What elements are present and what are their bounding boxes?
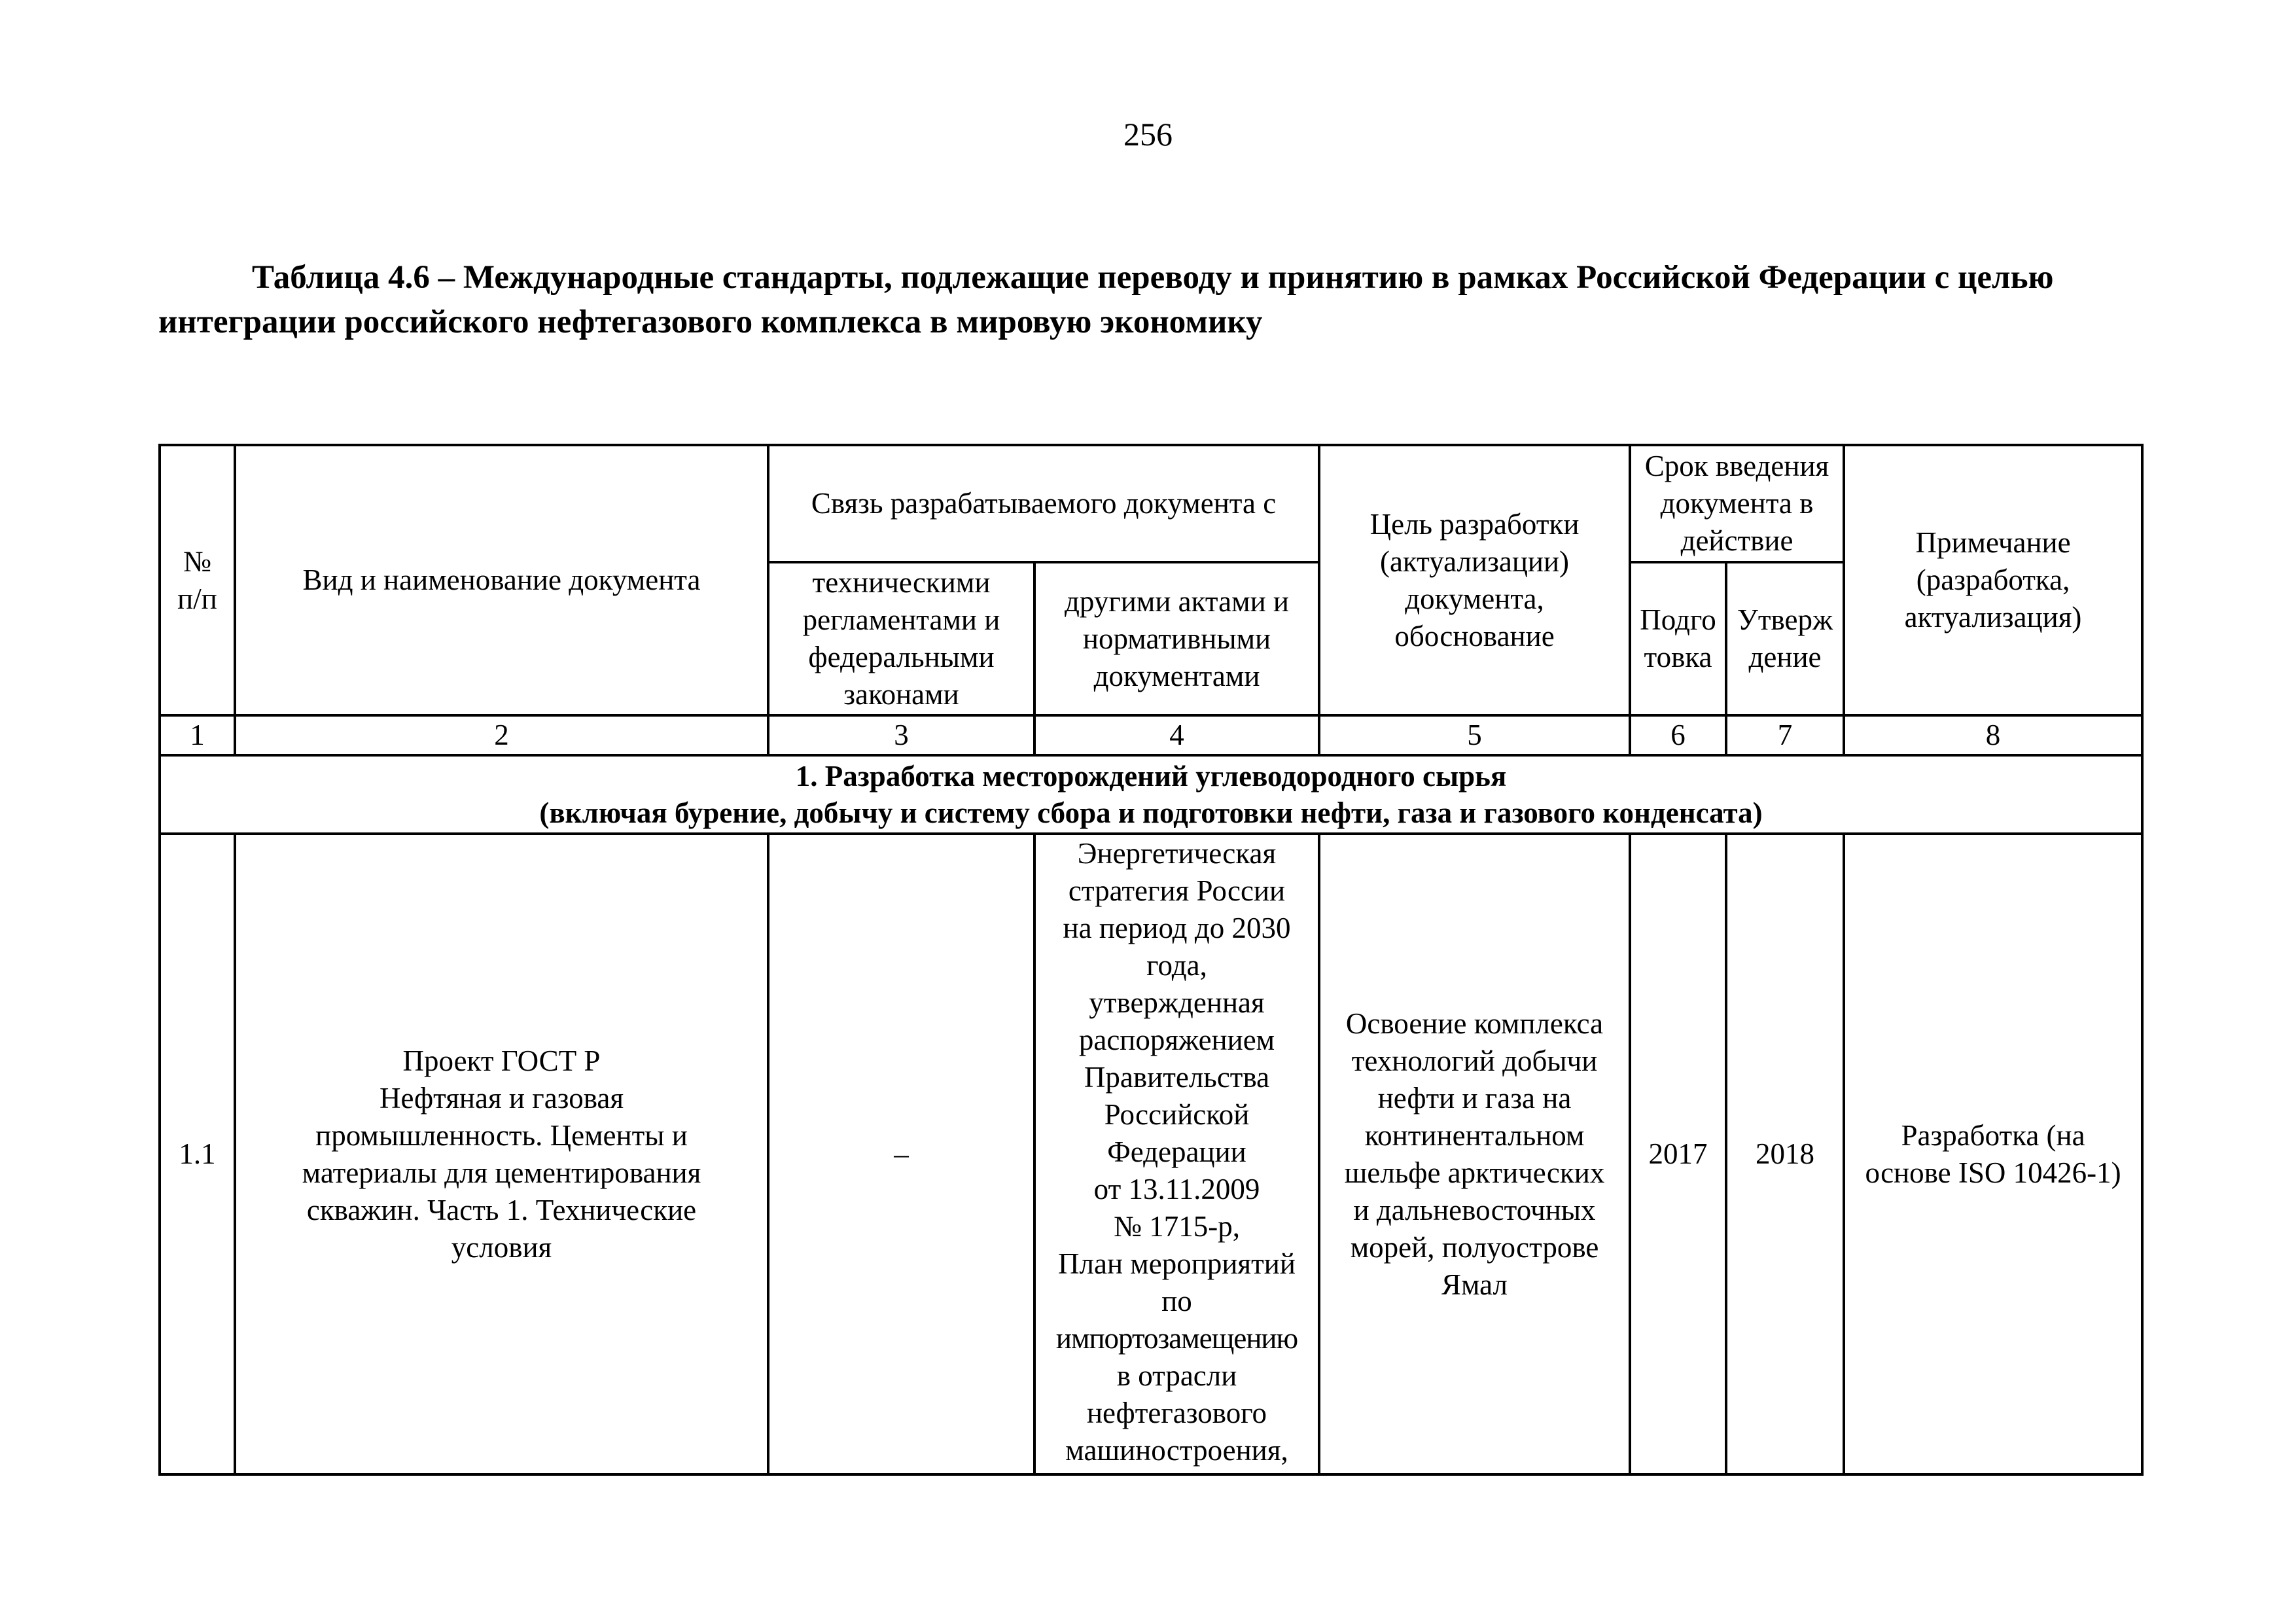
section-title: 1. Разработка месторождений углеводородного сырья [795, 760, 1507, 793]
row-link-tech: – [768, 834, 1034, 1474]
row-goal-line: шельфе арктических [1344, 1156, 1605, 1189]
header-term-prep-line: товка [1644, 641, 1712, 673]
header-link-other [1034, 562, 1319, 715]
row-link-other-line: машиностроения, [1065, 1434, 1288, 1467]
header-goal-line: документа, [1405, 582, 1544, 615]
header-term-prep [1630, 562, 1726, 715]
header-link-other-line: документами [1093, 659, 1260, 692]
row-link-other-line: стратегия России [1068, 874, 1286, 907]
row-goal-line: морей, полуострове [1350, 1230, 1599, 1264]
row-link-other-line: Энергетическая [1077, 837, 1277, 870]
header-term-line: документа в [1660, 487, 1814, 520]
row-goal-line: Ямал [1441, 1268, 1508, 1301]
header-link-tech-line: техническими [812, 566, 991, 599]
row-doc-name-line: Проект ГОСТ Р [402, 1044, 601, 1077]
row-link-other-line: года, [1146, 949, 1207, 982]
column-number: 1 [160, 715, 235, 755]
row-note-line: Разработка (на [1901, 1118, 2085, 1152]
column-number: 7 [1726, 715, 1844, 755]
row-link-other-text [1036, 835, 1318, 1473]
standards-table [158, 444, 2144, 1476]
row-goal-line: технологий добычи [1351, 1044, 1598, 1077]
header-term-approve-line: Утверж [1737, 603, 1833, 636]
row-link-other-line: Правительства [1084, 1061, 1270, 1094]
table-title: Таблица 4.6 – Международные стандарты, подлежащие переводу и принятию в рамках Российской Федерации с целью интеграции российского нефтегазового комплекса в мировую экономику [158, 259, 2054, 340]
row-link-other-line: № 1715-р, [1114, 1210, 1240, 1243]
row-goal-line: континентальном [1364, 1118, 1585, 1152]
row-note [1844, 834, 2142, 1474]
column-number: 8 [1844, 715, 2142, 755]
row-doc-name-line: промышленность. Цементы и [315, 1118, 688, 1152]
row-link-other-line: распоряжением [1078, 1024, 1275, 1056]
header-link-tech-line: регламентами и [802, 603, 1000, 636]
row-link-other-line: нефтегазового [1086, 1397, 1267, 1429]
row-link-other-line: от 13.11.2009 [1093, 1173, 1260, 1205]
column-number: 3 [768, 715, 1034, 755]
header-link-tech-line: законами [843, 678, 959, 711]
row-note-line: основе ISO 10426-1) [1865, 1156, 2121, 1189]
header-goal-line: Цель разработки [1369, 507, 1580, 541]
column-number-row [160, 715, 2142, 755]
column-number: 5 [1319, 715, 1630, 755]
row-link-other-line: утвержденная [1089, 986, 1265, 1019]
row-link-other-line: импортозамещению [1055, 1322, 1298, 1355]
column-number: 4 [1034, 715, 1319, 755]
row-doc-name-line: материалы для цементирования [302, 1156, 701, 1189]
page-number: 256 [1123, 116, 1173, 152]
header-link-other-line: нормативными [1082, 622, 1271, 655]
column-number: 6 [1630, 715, 1726, 755]
row-link-other-line: в отрасли [1116, 1359, 1237, 1392]
header-link-tech [768, 562, 1034, 715]
row-num: 1.1 [160, 834, 235, 1474]
row-goal-line: и дальневосточных [1353, 1193, 1596, 1226]
header-row-top [160, 445, 2142, 562]
header-goal-line: обоснование [1394, 619, 1555, 652]
row-doc-name-line: условия [451, 1230, 552, 1264]
row-prep-year: 2017 [1630, 834, 1726, 1474]
header-term-line: действие [1680, 524, 1793, 557]
row-link-other-line: План мероприятий [1058, 1247, 1296, 1280]
header-term-prep-line: Подго [1640, 603, 1716, 636]
table-row [160, 834, 2142, 1474]
header-link-group: Связь разрабатываемого документа с [768, 445, 1319, 562]
section-heading [160, 755, 2142, 834]
row-approve-year: 2018 [1726, 834, 1844, 1474]
section-subtitle: (включая бурение, добычу и систему сбора и подготовки нефти, газа и газового конденсата) [539, 796, 1763, 829]
row-goal-line: Освоение комплекса [1345, 1007, 1604, 1040]
row-link-other-line: Российской [1104, 1098, 1250, 1131]
header-num-line: п/п [177, 582, 217, 615]
row-link-other-line: Федерации [1107, 1135, 1246, 1168]
row-doc-name [235, 834, 768, 1474]
header-term-approve-line: дение [1748, 641, 1822, 673]
header-goal-line: (актуализации) [1379, 544, 1570, 578]
header-term-approve [1726, 562, 1844, 715]
header-goal [1319, 445, 1630, 715]
header-num [160, 445, 235, 715]
header-note-line: (разработка, [1916, 563, 2070, 596]
header-link-other-line: другими актами и [1065, 584, 1289, 618]
header-link-tech-line: федеральными [808, 641, 995, 673]
row-doc-name-line: Нефтяная и газовая [379, 1081, 624, 1115]
header-num-line: № [183, 544, 211, 578]
header-note-line: Примечание [1915, 526, 2071, 559]
section-row [160, 755, 2142, 834]
header-note [1844, 445, 2142, 715]
header-doc-name: Вид и наименование документа [235, 445, 768, 715]
column-number: 2 [235, 715, 768, 755]
header-term-group [1630, 445, 1844, 562]
row-link-other-line: по [1161, 1285, 1192, 1317]
header-term-line: Срок введения [1644, 450, 1829, 482]
row-link-other-line: на период до 2030 [1063, 912, 1291, 944]
row-link-other [1034, 834, 1319, 1474]
row-doc-name-line: скважин. Часть 1. Технические [306, 1193, 697, 1226]
header-note-line: актуализация) [1904, 601, 2082, 633]
row-goal [1319, 834, 1630, 1474]
row-goal-line: нефти и газа на [1377, 1081, 1572, 1115]
